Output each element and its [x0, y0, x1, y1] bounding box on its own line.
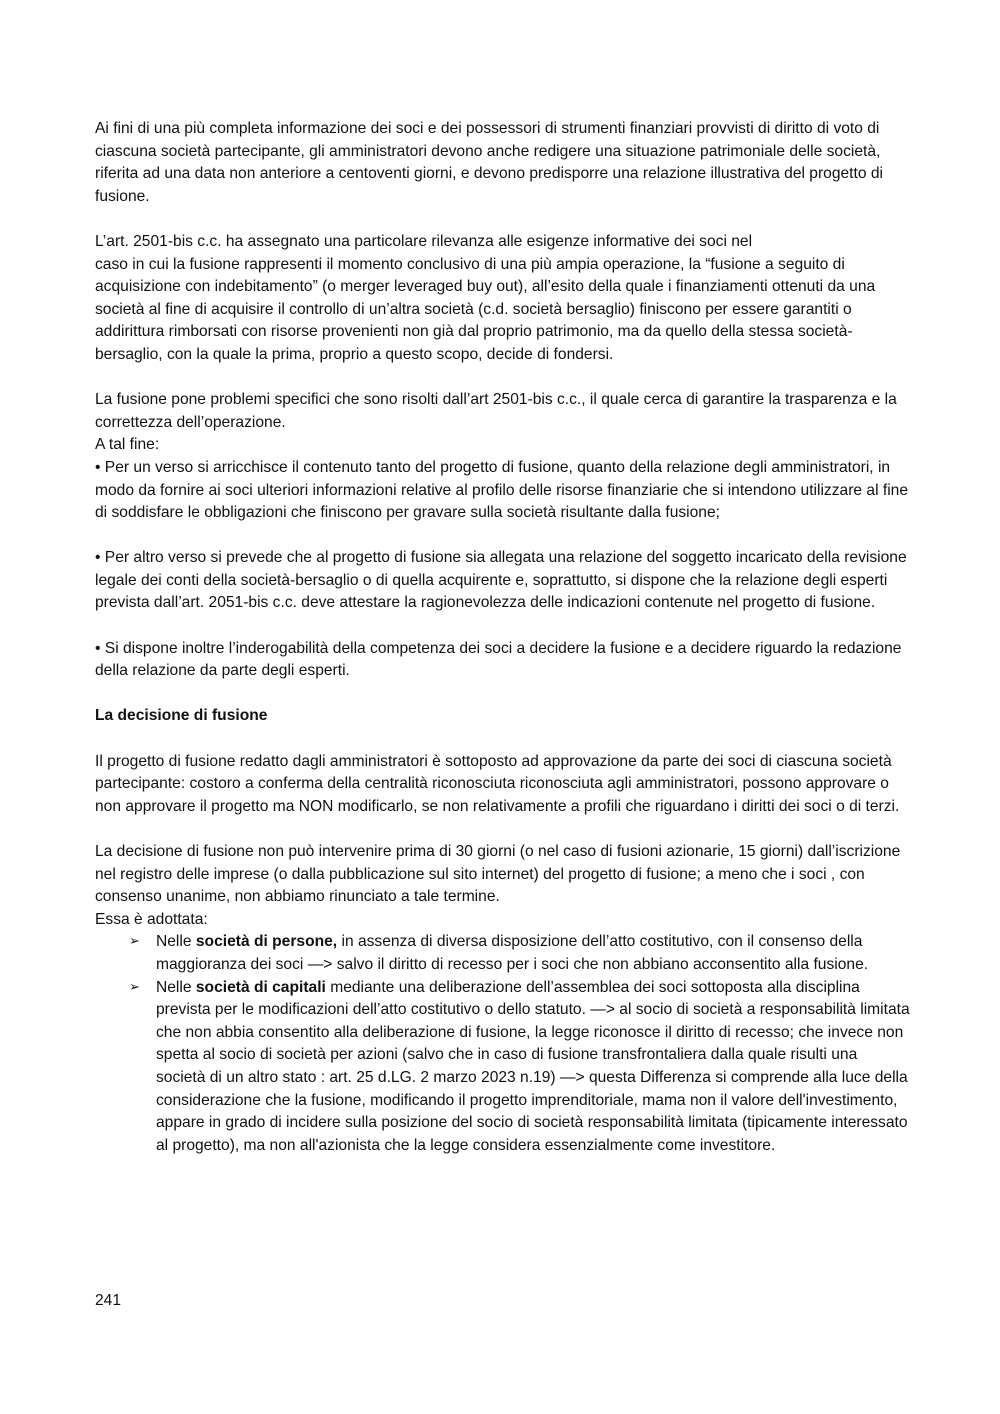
list-item-bold-text: società di capitali — [195, 978, 326, 996]
list-item-capital-companies — [95, 977, 910, 1158]
list-item-partnerships — [95, 931, 910, 976]
list-item-text: Nelle — [156, 978, 196, 996]
document-page — [95, 118, 910, 1157]
paragraph-adopted: Essa è adottata: — [95, 910, 208, 928]
paragraph-information: Ai fini di una più completa informazione dei soci e dei possessori di strumenti finanziari provvisti di diritto di voto di ciascuna società partecipante, gli amministratori devono anche redigere una situazione patrimoniale delle società, riferita ad una data non anteriore a centoventi giorni, e devono predisporre una relazione illustrativa del progetto di fusione. — [95, 120, 883, 205]
paragraph-project-approval: Il progetto di fusione redatto dagli amministratori è sottoposto ad approvazione da parte dei soci di ciascuna società partecipante: costoro a conferma della centralità riconosciuta riconosciuta agli amministratori, possono approvare o non approvare il progetto ma NON modificarlo, se non relativamente a profili che riguardano i diritti dei soci o di terzi. — [95, 752, 900, 815]
paragraph-bullet-third: • Si dispone inoltre l’inderogabilità della competenza dei soci a decidere la fusione e a decidere riguardo la redazione della relazione da parte degli esperti. — [95, 639, 902, 680]
arrow-bullet-icon: ➢ — [129, 934, 140, 950]
paragraph-bullet-first: • Per un verso si arricchisce il contenuto tanto del progetto di fusione, quanto della relazione degli amministratori, in modo da fornire ai soci ulteriori informazioni relative al profilo delle risorse finanziarie che si intendono utilizzare al fine di soddisfare le obbligazioni che finiscono per gravare sulla società risultante dalla fusione; — [95, 458, 909, 522]
list-item-text: Nelle — [156, 933, 196, 951]
paragraph-art-2501-bis-intro: L’art. 2501-bis c.c. ha assegnato una particolare rilevanza alle esigenze informative dei soci nel — [95, 232, 753, 250]
paragraph-specific-problems: La fusione pone problemi specifici che sono risolti dall’art 2501-bis c.c., il quale cerca di garantire la trasparenza e la correttezza dell’operazione. — [95, 391, 897, 431]
list-item-text: mediante una deliberazione dell’assemblea dei soci sottoposta alla disciplina prevista per le modificazioni dell’atto costitutivo o dello statuto. —> al socio di società a responsabilità limitata che non abbia consentito alla deliberazione di fusione, la legge riconosce il diritto di recesso; che invece non spetta al socio di società per azioni (salvo che in caso di fusione transfrontaliera dalla quale risulti una società di un altro stato : art. 25 d.LG. 2 marzo 2023 n.19) —> questa Differenza si comprende alla luce della considerazione che la fusione, modificando il progetto imprenditoriale, mama non il valore dell'investimento, appare in grado di incidere sulla posizione del socio di società responsabilità limitata (tipicamente interessato al progetto), ma non all'azionista che la legge considera essenzialmente come investitore. — [156, 978, 910, 1154]
adoption-list — [95, 931, 910, 1157]
page-number: 241 — [95, 1292, 122, 1309]
paragraph-bullet-second: • Per altro verso si prevede che al progetto di fusione sia allegata una relazione del soggetto incaricato della revisione legale dei conti della società-bersaglio o di quella acquirente e, soprattutto, si dispone che la relazione degli esperti prevista dall’art. 2051-bis c.c. deve attestare la ragionevolezza delle indicazioni contenute nel progetto di fusione. — [95, 549, 907, 612]
section-heading: La decisione di fusione — [95, 707, 268, 725]
list-item-bold-text: società di persone, — [195, 933, 338, 951]
paragraph-art-2501-bis-body: caso in cui la fusione rappresenti il momento conclusivo di una più ampia operazione, la “fusione a seguito di acquisizione con indebitamento” (o merger leveraged buy out), all’esito della quale i finanziamenti ottenuti da una società al fine di acquisire il controllo di un’altra società (c.d. società bersaglio) finiscono per essere garantiti o addirittura rimborsati con risorse provenienti non già dal proprio patrimonio, ma da quello della stessa società-bersaglio, con la quale la prima, proprio a questo scopo, decide di fondersi. — [95, 255, 876, 363]
list-item-text: in assenza di diversa disposizione dell’atto costitutivo, con il consenso della maggioranza dei soci —> salvo il diritto di recesso per i soci che non abbiano acconsentito alla fusione. — [156, 933, 869, 973]
paragraph-to-this-end: A tal fine: — [95, 436, 160, 454]
paragraph-decision-timing: La decisione di fusione non può intervenire prima di 30 giorni (o nel caso di fusioni azionarie, 15 giorni) dall’iscrizione nel registro delle imprese (o dalla pubblicazione sul sito internet) del progetto di fusione; a meno che i soci , con consenso unanime, non abbiamo rinunciato a tale termine. — [95, 843, 901, 906]
arrow-bullet-icon: ➢ — [129, 979, 140, 995]
